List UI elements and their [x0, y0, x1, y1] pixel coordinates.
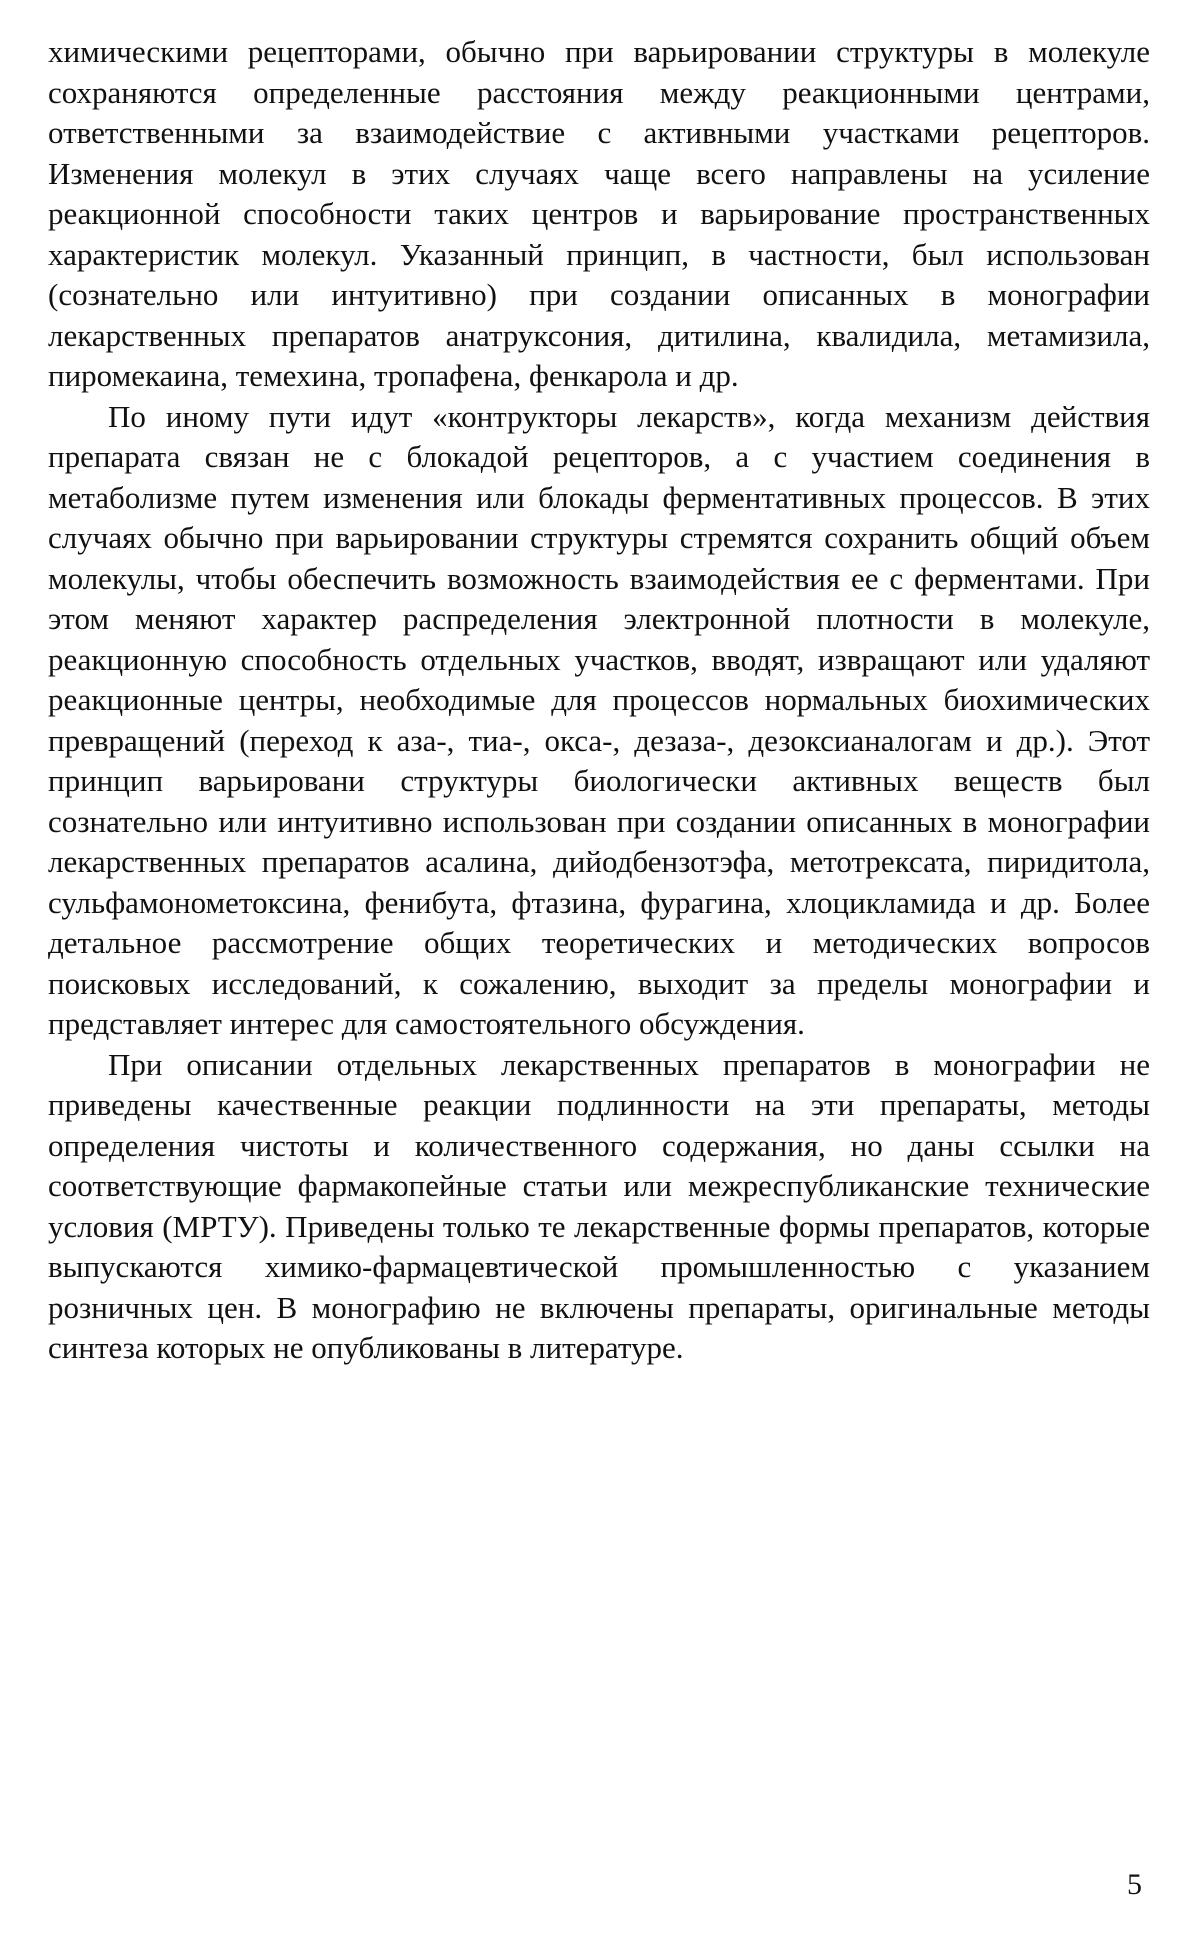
paragraph-2: По иному пути идут «контрукторы лекарств», когда механизм действия препарата связан не с блокадой рецепторов, а с участием соединения в метаболизме путем изменения или блокады ферментативных процессов. В этих случаях обычно при варьировании структуры стремятся сохранить общий объем молекулы, чтобы обеспечить возможность взаимодействия ее с ферментами. При этом меняют характер распределения электронной плотности в молекуле, реакционную способность отдельных участков, вводят, извращают или удаляют реакционные центры, необходимые для процессов нормальных биохимических превращений (переход к аза-, тиа-, окса-, дезаза-, дезоксианалогам и др.). Этот принцип варьировани структуры биологически активных веществ был сознательно или интуитивно использован при создании описанных в монографии лекарственных препаратов асалина, дийодбензотэфа, метотрексата, пиридитола, сульфамонометоксина, фенибута, фтазина, фурагина, хлоцикламида и др. Более детальное рассмотрение общих теоретических и методических вопросов поисковых исследований, к сожалению, выходит за пределы монографии и представляет интерес для самостоятельного обсуждения.: [48, 398, 1150, 1041]
page-body: [48, 32, 1150, 1369]
page-number: 5: [1127, 1868, 1142, 1901]
paragraph-1: химическими рецепторами, обычно при варьировании структуры в молекуле сохраняются определенные расстояния между реакционными центрами, ответственными за взаимодействие с активными участками рецепторов. Изменения молекул в этих случаях чаще всего направлены на усиление реакционной способности таких центров и варьирование пространственных характеристик молекул. Указанный принцип, в частности, был использован (сознательно или интуитивно) при создании описанных в монографии лекарственных препаратов анатруксония, дитилина, квалидила, метамизила, пиромекаина, темехина, тропафена, фенкарола и др.: [48, 34, 1150, 393]
paragraph-3: При описании отдельных лекарственных препаратов в монографии не приведены качественные реакции подлинности на эти препараты, методы определения чистоты и количественного содержания, но даны ссылки на соответствующие фармакопейные статьи или межреспубликанские технические условия (МРТУ). Приведены только те лекарственные формы препаратов, которые выпускаются химико-фармацевтической промышленностью с указанием розничных цен. В монографию не включены препараты, оригинальные методы синтеза которых не опубликованы в литературе.: [48, 1046, 1150, 1365]
